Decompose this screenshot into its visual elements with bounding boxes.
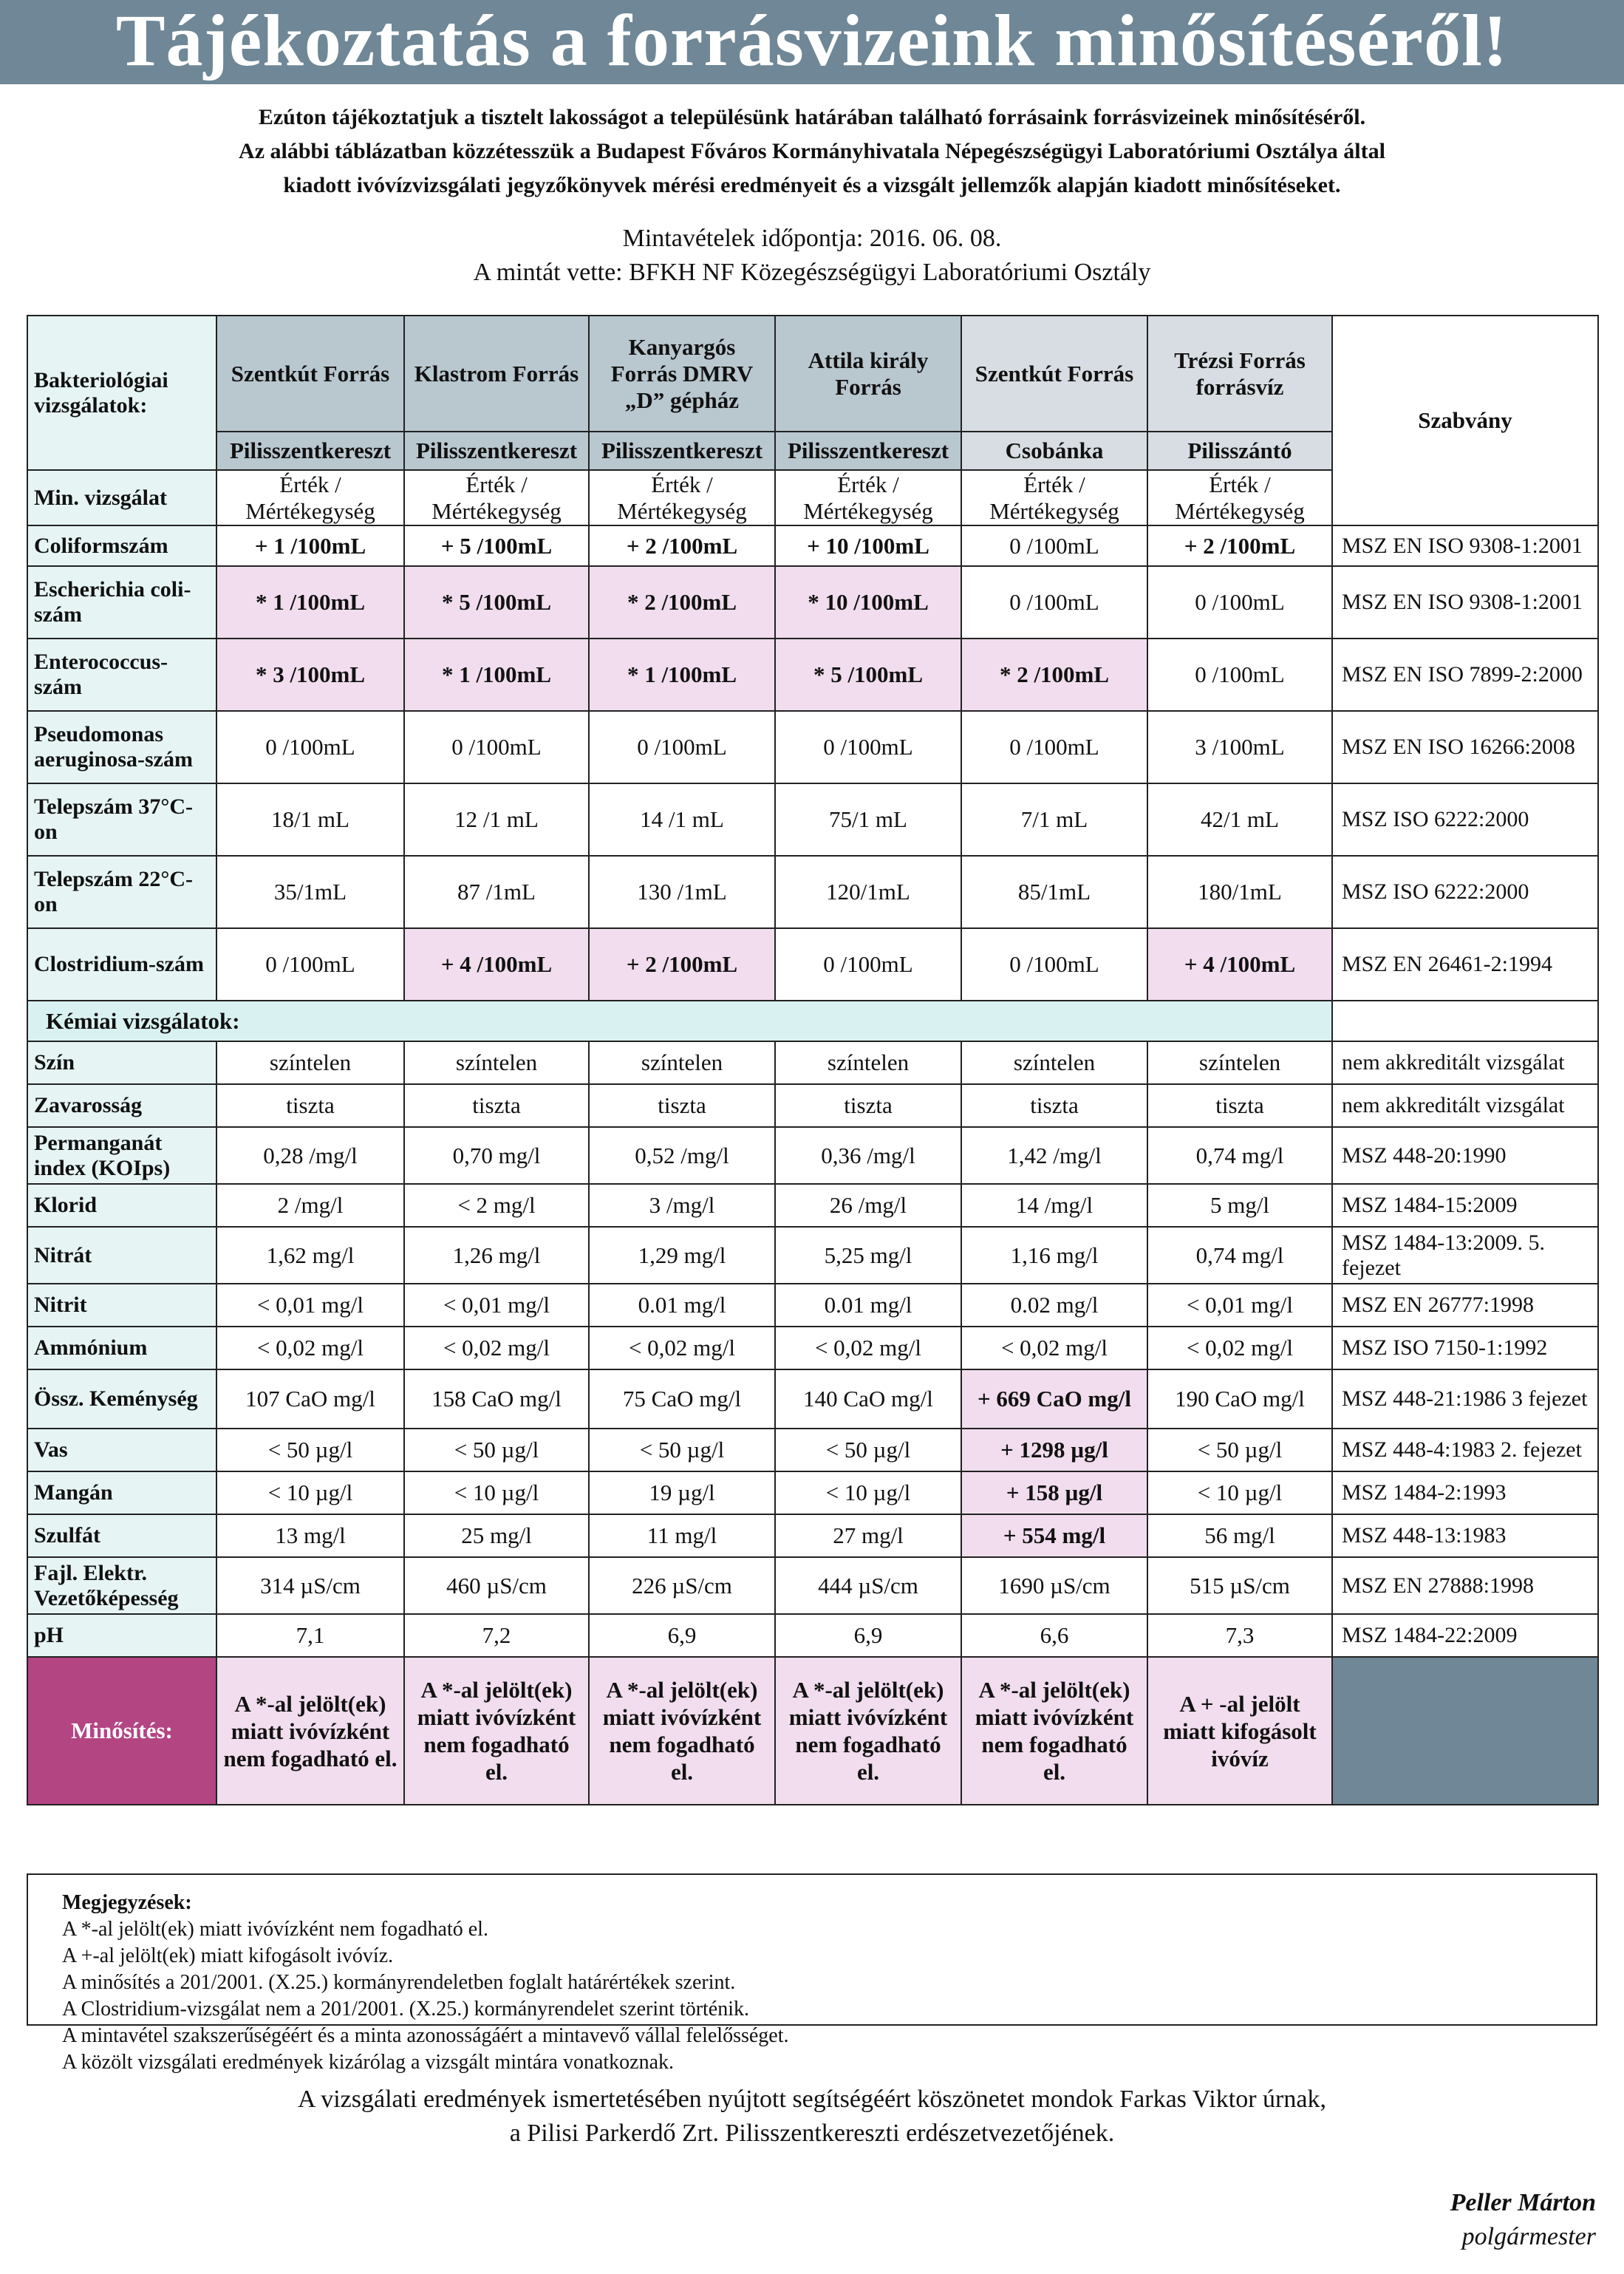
source-name-header: Szentkút Forrás (961, 316, 1147, 432)
value-cell: + 4 /100mL (404, 928, 589, 1001)
qualification-row (27, 1657, 1598, 1805)
signature-role: polgármester (1461, 2223, 1596, 2250)
unit-header: Érték / Mértékegység (961, 470, 1147, 525)
table-row (27, 711, 1598, 783)
section-row (27, 1001, 1598, 1041)
standard-cell: MSZ 448-13:1983 (1332, 1514, 1598, 1557)
unit-header: Érték / Mértékegység (589, 470, 775, 525)
value-cell: 0 /100mL (216, 711, 404, 783)
page-title: Tájékoztatás a forrásvizeink minősítéséről! (0, 0, 1624, 84)
value-cell: < 0,02 mg/l (961, 1327, 1147, 1369)
value-cell: tiszta (589, 1084, 775, 1127)
table-row (27, 928, 1598, 1001)
qualification-cell: A *-al jelölt(ek) miatt ivóvízként nem fogadható el. (775, 1657, 961, 1805)
value-cell: 130 /1mL (589, 856, 775, 928)
source-place-header: Pilisszántó (1147, 432, 1332, 470)
table-row (27, 1514, 1598, 1557)
value-cell: 226 µS/cm (589, 1557, 775, 1614)
standard-cell: MSZ 448-21:1986 3 fejezet (1332, 1369, 1598, 1429)
table-row (27, 566, 1598, 639)
thanks-line: a Pilisi Parkerdő Zrt. Pilisszentkereszti erdészetvezetőjének. (509, 2120, 1115, 2147)
standard-cell: MSZ 448-4:1983 2. fejezet (1332, 1429, 1598, 1471)
standard-cell: MSZ EN 26777:1998 (1332, 1284, 1598, 1327)
source-name-header: Szentkút Forrás (216, 316, 404, 432)
value-cell: 11 mg/l (589, 1514, 775, 1557)
value-cell: 0 /100mL (961, 711, 1147, 783)
source-place-header: Pilisszentkereszt (216, 432, 404, 470)
note-item: A közölt vizsgálati eredmények kizárólag a vizsgált mintára vonatkoznak. (62, 2051, 675, 2074)
value-cell: < 50 µg/l (404, 1429, 589, 1471)
value-cell: 42/1 mL (1147, 783, 1332, 856)
source-place-header: Pilisszentkereszt (404, 432, 589, 470)
source-name-header: Trézsi Forrás forrásvíz (1147, 316, 1332, 432)
value-cell: + 2 /100mL (589, 525, 775, 566)
value-cell: 7,1 (216, 1614, 404, 1657)
value-cell: 7,2 (404, 1614, 589, 1657)
standard-cell: MSZ ISO 7150-1:1992 (1332, 1327, 1598, 1369)
intro-line: Ezúton tájékoztatjuk a tisztelt lakosságot a településünk határában található forrásaink forrásvizeinek minősítéséről. (258, 105, 1366, 129)
notes-box (27, 1873, 1597, 2074)
value-cell: 1,29 mg/l (589, 1227, 775, 1284)
value-cell: * 1 /100mL (216, 566, 404, 639)
unit-header: Érték / Mértékegység (216, 470, 404, 525)
value-cell: tiszta (775, 1084, 961, 1127)
value-cell: < 0,02 mg/l (775, 1327, 961, 1369)
value-cell: tiszta (1147, 1084, 1332, 1127)
value-cell: 0.01 mg/l (589, 1284, 775, 1327)
row-label: Vas (27, 1429, 216, 1471)
row-label: Permanganát index (KOIps) (27, 1127, 216, 1184)
row-label: Coliformszám (27, 525, 216, 566)
notes-title: Megjegyzések: (62, 1891, 192, 1914)
note-item: A minősítés a 201/2001. (X.25.) kormányrendeletben foglalt határértékek szerint. (62, 1971, 736, 1994)
section-empty-cell (1332, 1001, 1598, 1041)
row-label: Pseudomonas aeruginosa-szám (27, 711, 216, 783)
value-cell: + 669 CaO mg/l (961, 1369, 1147, 1429)
value-cell: < 10 µg/l (775, 1471, 961, 1514)
value-cell: * 1 /100mL (589, 639, 775, 711)
row-label: Fajl. Elektr. Vezetőképesség (27, 1557, 216, 1614)
standard-cell: MSZ EN 27888:1998 (1332, 1557, 1598, 1614)
value-cell: * 2 /100mL (961, 639, 1147, 711)
row-label: Nitrit (27, 1284, 216, 1327)
value-cell: 0,74 mg/l (1147, 1127, 1332, 1184)
unit-header: Érték / Mértékegység (1147, 470, 1332, 525)
standard-cell: MSZ 1484-2:1993 (1332, 1471, 1598, 1514)
value-cell: + 2 /100mL (1147, 525, 1332, 566)
signature-name: Peller Márton (1450, 2189, 1596, 2216)
table-row (27, 1127, 1598, 1184)
value-cell: < 0,02 mg/l (216, 1327, 404, 1369)
value-cell: 0 /100mL (216, 928, 404, 1001)
value-cell: 0 /100mL (775, 711, 961, 783)
source-name-header: Attila király Forrás (775, 316, 961, 432)
note-item: A *-al jelölt(ek) miatt ivóvízként nem fogadható el. (62, 1918, 488, 1941)
value-cell: + 10 /100mL (775, 525, 961, 566)
value-cell: 1,42 /mg/l (961, 1127, 1147, 1184)
standard-cell: MSZ EN 26461-2:1994 (1332, 928, 1598, 1001)
value-cell: 0 /100mL (961, 928, 1147, 1001)
table-row (27, 1471, 1598, 1514)
note-item: A Clostridium-vizsgálat nem a 201/2001. (X.25.) kormányrendelet szerint történik. (62, 1998, 750, 2021)
source-name-header: Klastrom Forrás (404, 316, 589, 432)
value-cell: * 5 /100mL (775, 639, 961, 711)
value-cell: < 0,02 mg/l (1147, 1327, 1332, 1369)
value-cell: + 2 /100mL (589, 928, 775, 1001)
value-cell: színtelen (1147, 1041, 1332, 1084)
value-cell: < 10 µg/l (404, 1471, 589, 1514)
table-row (27, 1369, 1598, 1429)
standard-cell: MSZ ISO 6222:2000 (1332, 856, 1598, 928)
signature (1450, 2186, 1596, 2254)
value-cell: 7/1 mL (961, 783, 1147, 856)
value-cell: 19 µg/l (589, 1471, 775, 1514)
value-cell: 3 /mg/l (589, 1184, 775, 1227)
table-row (27, 1041, 1598, 1084)
table-header (27, 316, 1598, 525)
table-row (27, 856, 1598, 928)
value-cell: 140 CaO mg/l (775, 1369, 961, 1429)
value-cell: 0 /100mL (961, 525, 1147, 566)
table-row (27, 1429, 1598, 1471)
source-name-header: Kanyargós Forrás DMRV „D” gépház (589, 316, 775, 432)
value-cell: * 1 /100mL (404, 639, 589, 711)
standard-cell: nem akkreditált vizsgálat (1332, 1084, 1598, 1127)
corner-label: Bakteriológiai vizsgálatok: (27, 316, 216, 470)
value-cell: * 10 /100mL (775, 566, 961, 639)
value-cell: < 0,02 mg/l (404, 1327, 589, 1369)
value-cell: + 554 mg/l (961, 1514, 1147, 1557)
table-row (27, 783, 1598, 856)
qualification-cell: A *-al jelölt(ek) miatt ivóvízként nem fogadható el. (404, 1657, 589, 1805)
value-cell: 6,6 (961, 1614, 1147, 1657)
value-cell: 314 µS/cm (216, 1557, 404, 1614)
table-row (27, 1084, 1598, 1127)
intro-line: kiadott ivóvízvizsgálati jegyzőkönyvek mérési eredményeit és a vizsgált jellemzők alapján kiadott minősítéseket. (283, 173, 1341, 197)
value-cell: * 2 /100mL (589, 566, 775, 639)
value-cell: 85/1mL (961, 856, 1147, 928)
results-table (27, 315, 1599, 1805)
value-cell: 0 /100mL (589, 711, 775, 783)
value-cell: 120/1mL (775, 856, 961, 928)
value-cell: 1,26 mg/l (404, 1227, 589, 1284)
standard-cell: MSZ 1484-22:2009 (1332, 1614, 1598, 1657)
value-cell: 1,62 mg/l (216, 1227, 404, 1284)
row-label: Ammónium (27, 1327, 216, 1369)
value-cell: 13 mg/l (216, 1514, 404, 1557)
min-vizsgalat-label: Min. vizsgálat (27, 470, 216, 525)
row-label: Mangán (27, 1471, 216, 1514)
table-row (27, 1614, 1598, 1657)
value-cell: 0 /100mL (775, 928, 961, 1001)
qualification-label: Minősítés: (27, 1657, 216, 1805)
value-cell: 190 CaO mg/l (1147, 1369, 1332, 1429)
value-cell: + 1 /100mL (216, 525, 404, 566)
sampling-info (44, 222, 1580, 290)
value-cell: 460 µS/cm (404, 1557, 589, 1614)
value-cell: színtelen (961, 1041, 1147, 1084)
row-label: pH (27, 1614, 216, 1657)
value-cell: < 0,01 mg/l (216, 1284, 404, 1327)
table-row (27, 1184, 1598, 1227)
value-cell: 5 mg/l (1147, 1184, 1332, 1227)
value-cell: < 2 mg/l (404, 1184, 589, 1227)
row-label: Szulfát (27, 1514, 216, 1557)
chemical-section-header: Kémiai vizsgálatok: (27, 1001, 1332, 1041)
value-cell: + 158 µg/l (961, 1471, 1147, 1514)
value-cell: 87 /1mL (404, 856, 589, 928)
value-cell: 515 µS/cm (1147, 1557, 1332, 1614)
value-cell: 0 /100mL (1147, 566, 1332, 639)
value-cell: 0,28 /mg/l (216, 1127, 404, 1184)
value-cell: 56 mg/l (1147, 1514, 1332, 1557)
sampler: A mintát vette: BFKH NF Közegészségügyi Laboratóriumi Osztály (473, 259, 1151, 286)
value-cell: 14 /1 mL (589, 783, 775, 856)
value-cell: 0,36 /mg/l (775, 1127, 961, 1184)
row-label: Escherichia coli-szám (27, 566, 216, 639)
row-label: Enterococcus-szám (27, 639, 216, 711)
value-cell: < 0,01 mg/l (1147, 1284, 1332, 1327)
intro-line: Az alábbi táblázatban közzétesszük a Budapest Főváros Kormányhivatala Népegészségügyi Laboratóriumi Osztálya által (239, 139, 1385, 163)
intro-text (44, 101, 1580, 202)
standard-cell: MSZ EN ISO 16266:2008 (1332, 711, 1598, 783)
value-cell: 0.02 mg/l (961, 1284, 1147, 1327)
row-label: Klorid (27, 1184, 216, 1227)
value-cell: < 50 µg/l (216, 1429, 404, 1471)
row-label: Szín (27, 1041, 216, 1084)
value-cell: + 5 /100mL (404, 525, 589, 566)
standard-cell: MSZ 1484-15:2009 (1332, 1184, 1598, 1227)
value-cell: 6,9 (589, 1614, 775, 1657)
unit-header: Érték / Mértékegység (404, 470, 589, 525)
value-cell: 12 /1 mL (404, 783, 589, 856)
thanks-line: A vizsgálati eredmények ismertetésében nyújtott segítségéért köszönetet mondok Farkas Viktor úrnak, (298, 2086, 1326, 2113)
value-cell: 158 CaO mg/l (404, 1369, 589, 1429)
value-cell: < 10 µg/l (1147, 1471, 1332, 1514)
table-body (27, 525, 1598, 1805)
value-cell: 3 /100mL (1147, 711, 1332, 783)
value-cell: 27 mg/l (775, 1514, 961, 1557)
value-cell: + 4 /100mL (1147, 928, 1332, 1001)
qualification-empty-cell (1332, 1657, 1598, 1805)
standard-cell: nem akkreditált vizsgálat (1332, 1041, 1598, 1084)
value-cell: tiszta (216, 1084, 404, 1127)
standard-header: Szabvány (1332, 316, 1598, 525)
row-label: Telepszám 37°C-on (27, 783, 216, 856)
value-cell: < 10 µg/l (216, 1471, 404, 1514)
standard-cell: MSZ EN ISO 9308-1:2001 (1332, 525, 1598, 566)
qualification-cell: A + -al jelölt miatt kifogásolt ivóvíz (1147, 1657, 1332, 1805)
row-label: Össz. Keménység (27, 1369, 216, 1429)
value-cell: < 50 µg/l (1147, 1429, 1332, 1471)
value-cell: 0 /100mL (1147, 639, 1332, 711)
source-place-header: Pilisszentkereszt (589, 432, 775, 470)
table-row (27, 525, 1598, 566)
value-cell: 0 /100mL (404, 711, 589, 783)
value-cell: < 50 µg/l (589, 1429, 775, 1471)
qualification-cell: A *-al jelölt(ek) miatt ivóvízként nem fogadható el. (589, 1657, 775, 1805)
value-cell: 0,70 mg/l (404, 1127, 589, 1184)
row-label: Telepszám 22°C-on (27, 856, 216, 928)
qualification-cell: A *-al jelölt(ek) miatt ivóvízként nem fogadható el. (216, 1657, 404, 1805)
value-cell: 0 /100mL (961, 566, 1147, 639)
value-cell: tiszta (404, 1084, 589, 1127)
qualification-cell: A *-al jelölt(ek) miatt ivóvízként nem fogadható el. (961, 1657, 1147, 1805)
value-cell: 180/1mL (1147, 856, 1332, 928)
value-cell: 35/1mL (216, 856, 404, 928)
standard-cell: MSZ EN ISO 7899-2:2000 (1332, 639, 1598, 711)
row-label: Zavarosság (27, 1084, 216, 1127)
table-row (27, 1284, 1598, 1327)
standard-cell: MSZ EN ISO 9308-1:2001 (1332, 566, 1598, 639)
value-cell: 75 CaO mg/l (589, 1369, 775, 1429)
value-cell: színtelen (216, 1041, 404, 1084)
value-cell: színtelen (775, 1041, 961, 1084)
value-cell: 26 /mg/l (775, 1184, 961, 1227)
value-cell: 6,9 (775, 1614, 961, 1657)
value-cell: < 0,01 mg/l (404, 1284, 589, 1327)
value-cell: 7,3 (1147, 1614, 1332, 1657)
row-label: Nitrát (27, 1227, 216, 1284)
unit-header: Érték / Mértékegység (775, 470, 961, 525)
value-cell: < 50 µg/l (775, 1429, 961, 1471)
sampling-date: Mintavételek időpontja: 2016. 06. 08. (622, 225, 1002, 252)
table-row (27, 1557, 1598, 1614)
value-cell: színtelen (404, 1041, 589, 1084)
value-cell: 0,52 /mg/l (589, 1127, 775, 1184)
value-cell: tiszta (961, 1084, 1147, 1127)
standard-cell: MSZ 1484-13:2009. 5. fejezet (1332, 1227, 1598, 1284)
row-label: Clostridium-szám (27, 928, 216, 1001)
value-cell: 14 /mg/l (961, 1184, 1147, 1227)
value-cell: < 0,02 mg/l (589, 1327, 775, 1369)
value-cell: színtelen (589, 1041, 775, 1084)
value-cell: 75/1 mL (775, 783, 961, 856)
thanks-text (44, 2083, 1580, 2151)
value-cell: + 1298 µg/l (961, 1429, 1147, 1471)
value-cell: 107 CaO mg/l (216, 1369, 404, 1429)
value-cell: * 5 /100mL (404, 566, 589, 639)
value-cell: 18/1 mL (216, 783, 404, 856)
table-row (27, 639, 1598, 711)
source-place-header: Csobánka (961, 432, 1147, 470)
value-cell: 25 mg/l (404, 1514, 589, 1557)
note-item: A mintavétel szakszerűségéért és a minta azonosságáért a mintavevő vállal felelősséget. (62, 2024, 789, 2047)
note-item: A +-al jelölt(ek) miatt kifogásolt ivóvíz. (62, 1944, 394, 1967)
source-place-header: Pilisszentkereszt (775, 432, 961, 470)
value-cell: * 3 /100mL (216, 639, 404, 711)
standard-cell: MSZ ISO 6222:2000 (1332, 783, 1598, 856)
value-cell: 444 µS/cm (775, 1557, 961, 1614)
notes-list (62, 1916, 1562, 2076)
value-cell: 0.01 mg/l (775, 1284, 961, 1327)
value-cell: 0,74 mg/l (1147, 1227, 1332, 1284)
value-cell: 2 /mg/l (216, 1184, 404, 1227)
table-row (27, 1327, 1598, 1369)
value-cell: 5,25 mg/l (775, 1227, 961, 1284)
standard-cell: MSZ 448-20:1990 (1332, 1127, 1598, 1184)
value-cell: 1,16 mg/l (961, 1227, 1147, 1284)
table-row (27, 1227, 1598, 1284)
value-cell: 1690 µS/cm (961, 1557, 1147, 1614)
